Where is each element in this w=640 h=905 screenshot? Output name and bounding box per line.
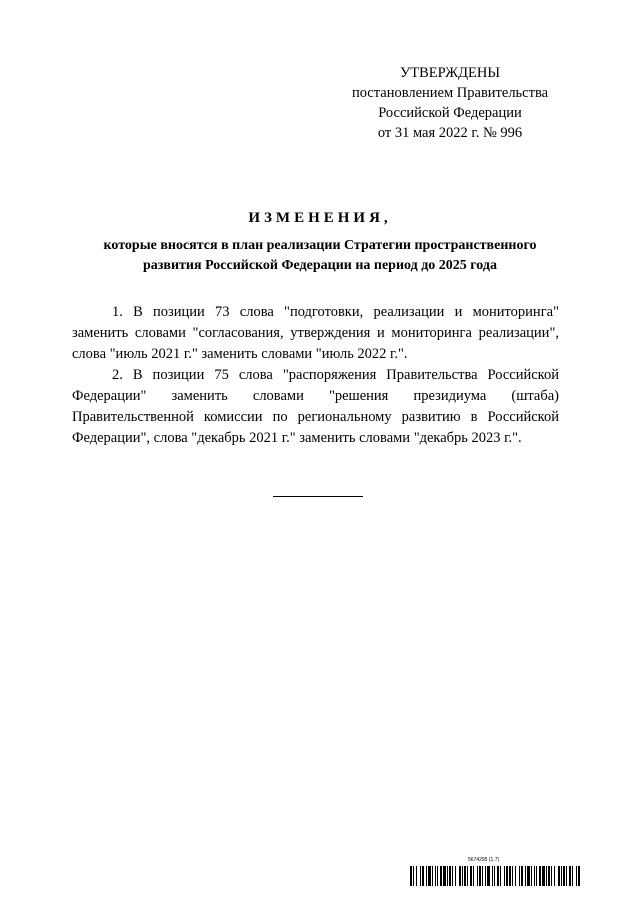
- approval-heading: УТВЕРЖДЕНЫ: [399, 65, 501, 81]
- subtitle-line-1: которые вносятся в план реализации Стратегии пространственного: [103, 238, 537, 253]
- document-body: [72, 302, 559, 449]
- barcode-icon: [410, 866, 580, 886]
- document-subtitle: [75, 236, 565, 276]
- barcode-label: 5674295 (1.7): [468, 857, 500, 863]
- document-title: ИЗМЕНЕНИЯ,: [248, 210, 392, 226]
- approval-date-number: от 31 мая 2022 г. № 996: [377, 125, 523, 141]
- end-separator-line: [273, 496, 363, 497]
- subtitle-line-2: развития Российской Федерации на период до 2025 года: [143, 258, 497, 273]
- amendment-item-2: 2. В позиции 75 слова "распоряжения Правительства Российской Федерации" заменить словами "решения президиума (штаба) Правительственной комиссии по региональному развитию в Российской Федерации", слова "декабрь 2021 г." заменить словами "декабрь 2023 г.".: [72, 367, 559, 446]
- amendment-item-1: 1. В позиции 73 слова "подготовки, реализации и мониторинга" заменить словами "согласования, утверждения и мониторинга реализации", слова "июль 2021 г." заменить словами "июль 2022 г.".: [72, 304, 559, 362]
- approval-government: Российской Федерации: [378, 105, 522, 121]
- approval-resolution: постановлением Правительства: [351, 85, 549, 101]
- approval-stamp: [330, 63, 570, 143]
